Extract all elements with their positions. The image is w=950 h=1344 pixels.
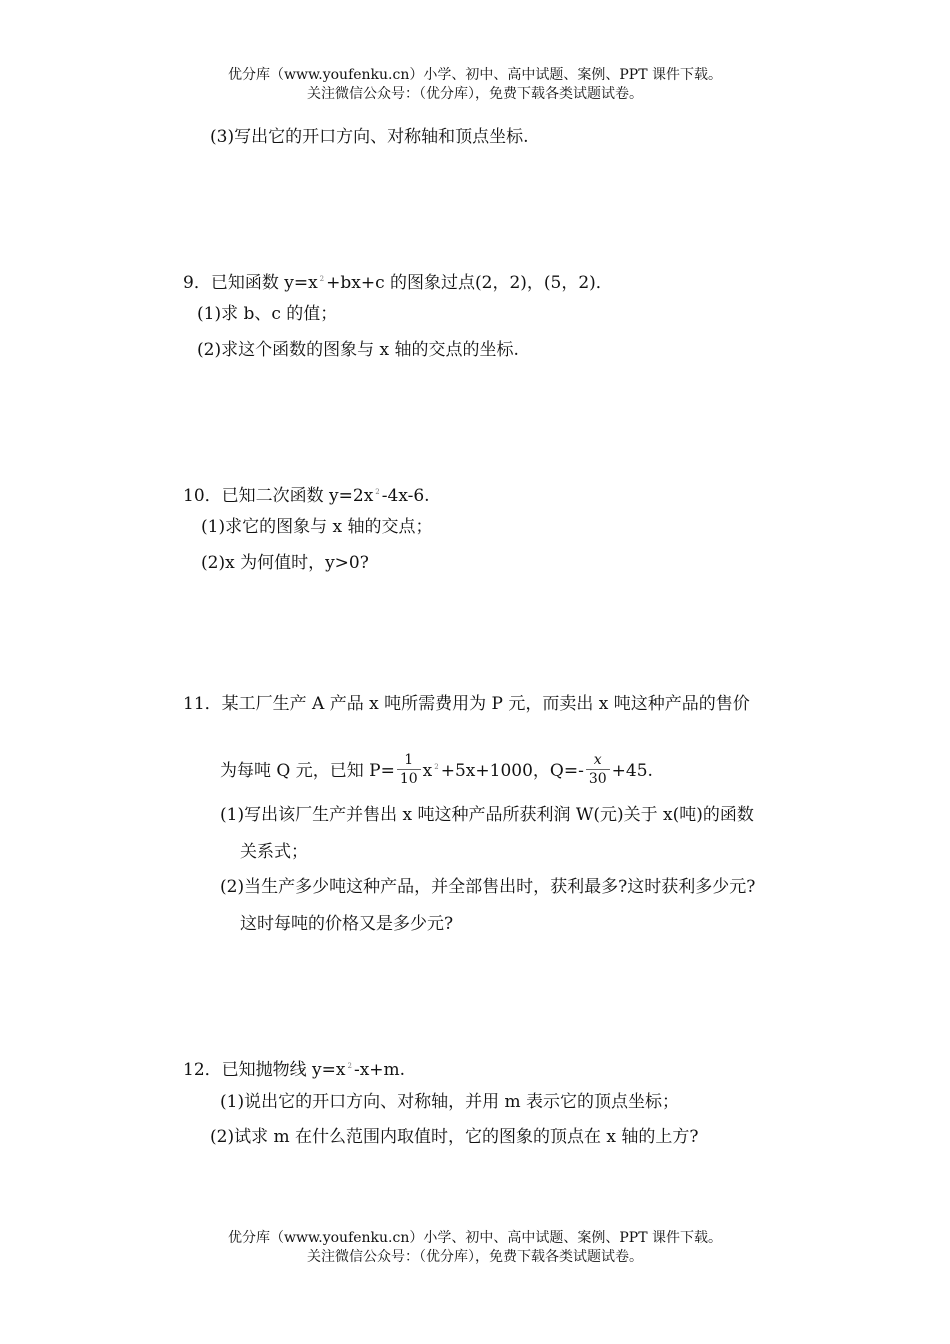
q12-part2: (2)试求 m 在什么范围内取值时，它的图象的顶点在 x 轴的上方?	[210, 1127, 699, 1147]
q9-exponent: 2	[319, 275, 325, 283]
q11-stem-line1: 11．某工厂生产 A 产品 x 吨所需费用为 P 元，而卖出 x 吨这种产品的售价	[183, 694, 750, 714]
q9-stem	[183, 268, 613, 294]
q12-stem-text-end: -x+m.	[353, 1060, 406, 1080]
q10-stem-text: 10．已知二次函数 y=2x	[183, 486, 374, 506]
q12-exponent: 2	[347, 1062, 352, 1070]
q11-stem-text-mid: +5x+1000，Q=-	[440, 761, 584, 781]
q9-part2: (2)求这个函数的图象与 x 轴的交点的坐标.	[197, 340, 519, 360]
fraction-one-tenth	[397, 751, 421, 788]
q12-stem	[183, 1055, 405, 1081]
q11-stem-text: 为每吨 Q 元，已知 P=	[220, 761, 395, 781]
q8-part3: (3)写出它的开口方向、对称轴和顶点坐标.	[210, 127, 529, 147]
q11-variable-x: x	[422, 761, 433, 781]
q12-stem-text: 12．已知抛物线 y=x	[183, 1060, 346, 1080]
q11-exponent: 2	[434, 763, 439, 771]
q11-part1-line2: 关系式；	[240, 842, 308, 862]
q9-stem-text: 9．已知函数 y=x	[183, 273, 318, 293]
footer-line-2: 关注微信公众号：（优分库），免费下载各类试题试卷。	[307, 1249, 643, 1265]
fraction-numerator: 1	[397, 751, 421, 770]
fraction-denominator: 10	[399, 771, 418, 787]
q10-part2: (2)x 为何值时，y>0?	[201, 553, 369, 573]
q11-stem-line2	[220, 753, 653, 790]
q10-part1: (1)求它的图象与 x 轴的交点；	[201, 517, 433, 537]
q11-stem-text-end: +45.	[611, 761, 653, 781]
q9-part1: (1)求 b、c 的值；	[197, 304, 338, 324]
fraction-x-over-30	[586, 751, 610, 788]
q10-stem-text-end: -4x-6.	[381, 486, 430, 506]
header-line-2: 关注微信公众号：（优分库），免费下载各类试题试卷。	[307, 86, 643, 102]
footer-line-1: 优分库（www.youfenku.cn）小学、初中、高中试题、案例、PPT 课件下载。	[227, 1230, 722, 1246]
q10-stem	[183, 481, 430, 507]
header-line-1: 优分库（www.youfenku.cn）小学、初中、高中试题、案例、PPT 课件下载。	[227, 67, 722, 83]
q11-part2-line2: 这时每吨的价格又是多少元?	[240, 914, 454, 934]
q10-exponent: 2	[375, 488, 380, 496]
fraction-denominator: 30	[588, 771, 607, 787]
fraction-numerator: x	[586, 751, 610, 770]
q11-part2-line1: (2)当生产多少吨这种产品，并全部售出时，获利最多?这时获利多少元?	[220, 877, 756, 897]
q9-stem-text-end: +bx+c 的图象过点(2，2)，(5，2)．	[326, 273, 613, 293]
q11-part1-line1: (1)写出该厂生产并售出 x 吨这种产品所获利润 W(元)关于 x(吨)的函数	[220, 805, 754, 825]
q12-part1: (1)说出它的开口方向、对称轴，并用 m 表示它的顶点坐标；	[220, 1092, 680, 1112]
